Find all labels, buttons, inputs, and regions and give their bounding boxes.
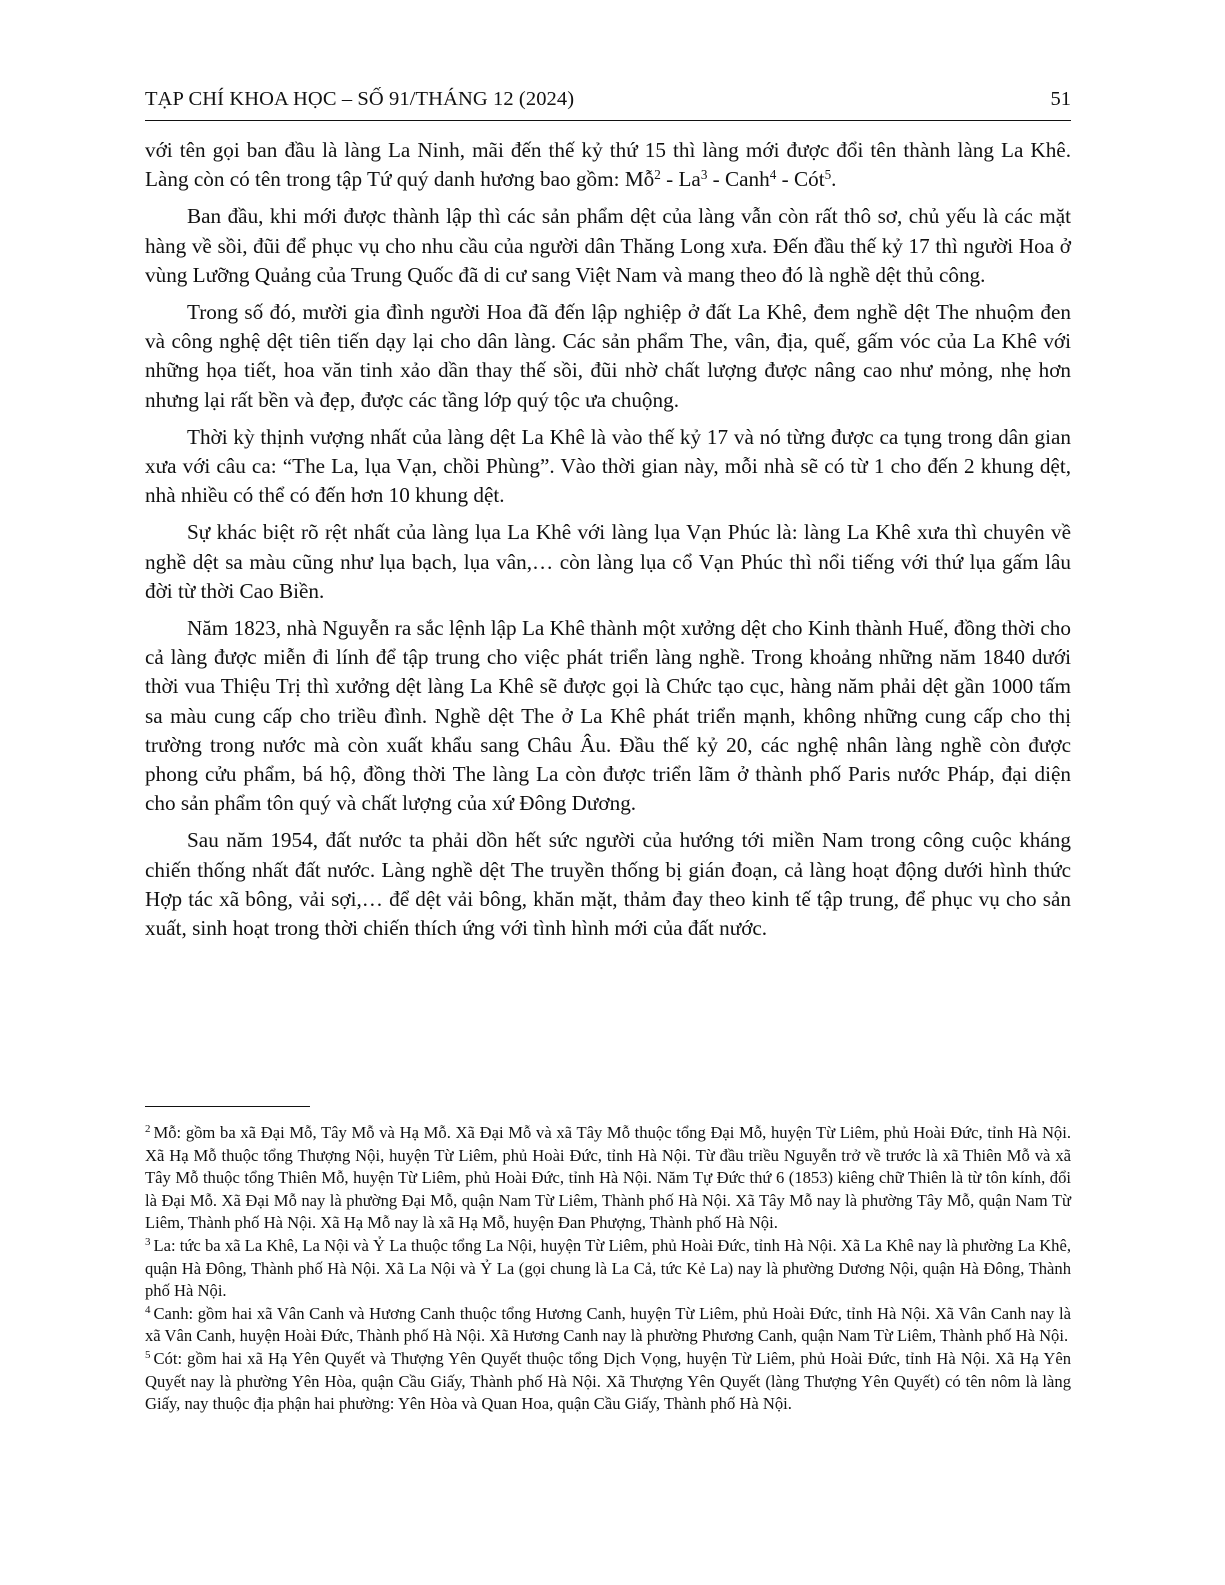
footnote-text: Canh: gồm hai xã Vân Canh và Hương Canh thuộc tổng Hương Canh, huyện Từ Liêm, phủ Hoài Đức, tỉnh Hà Nội. Xã Vân Canh nay là xã Vân Canh, huyện Hoài Đức, Thành phố Hà Nội. Xã Hương Canh nay là phường Phương Canh, quận Nam Từ Liêm, Thành phố Hà Nội. [145,1303,1071,1346]
footnote-ref-3[interactable]: 3 [700,166,708,182]
footnote-text: Cót: gồm hai xã Hạ Yên Quyết và Thượng Yên Quyết thuộc tổng Dịch Vọng, huyện Từ Liêm, phủ Hoài Đức, tỉnh Hà Nội. Xã Hạ Yên Quyết nay là phường Yên Hòa, quận Cầu Giấy, Thành phố Hà Nội. Xã Thượng Yên Quyết (làng Thượng Yên Quyết) có tên nôm là làng Giấy, nay thuộc địa phận hai phường: Yên Hòa và Quan Hoa, quận Cầu Giấy, Thành phố Hà Nội. [145,1348,1071,1414]
footnotes [145,1122,1071,1416]
paragraph-4: Thời kỳ thịnh vượng nhất của làng dệt La Khê là vào thế kỷ 17 và nó từng được ca tụng trong dân gian xưa với câu ca: “The La, lụa Vạn, chồi Phùng”. Vào thời gian này, mỗi nhà sẽ có từ 1 cho đến 2 khung dệt, nhà nhiều có thể có đến hơn 10 khung dệt. [145,424,1071,508]
footnote-ref-5[interactable]: 5 [824,166,832,182]
place-name-cot: - Cót [776,167,825,192]
place-name-canh: - Canh [707,167,770,192]
paragraph-5: Sự khác biệt rõ rệt nhất của làng lụa La Khê với làng lụa Vạn Phúc là: làng La Khê xưa thì chuyên về nghề dệt sa màu cũng như lụa bạch, lụa vân,… còn làng lụa cổ Vạn Phúc thì nổi tiếng với thứ lụa gấm lâu đời từ thời Cao Biền. [145,520,1071,603]
paragraph-1-end: . [831,167,837,192]
footnote-ref-4[interactable]: 4 [769,166,777,182]
place-name-la: - La [660,167,701,192]
paragraph-3: Trong số đó, mười gia đình người Hoa đã đến lập nghiệp ở đất La Khê, đem nghề dệt The nhuộm đen và công nghệ dệt tiên tiến dạy lại cho dân làng. Các sản phẩm The, vân, địa, quế, gấm vóc của La Khê với những họa tiết, hoa văn tinh xảo dần thay thế sồi, đũi nhờ chất lượng được nâng cao như mỏng, nhẹ hơn nhưng lại rất bền và đẹp, được các tầng lớp quý tộc ưa chuộng. [145,300,1071,412]
footnote-5 [145,1348,1071,1416]
footnote-mark: 3 [145,1235,151,1248]
footnote-ref-2[interactable]: 2 [654,166,661,182]
footnote-3 [145,1235,1071,1303]
paragraph-2: Ban đầu, khi mới được thành lập thì các sản phẩm dệt của làng vẫn còn rất thô sơ, chủ yếu là các mặt hàng về sồi, đũi để phục vụ cho nhu cầu của người dân Thăng Long xưa. Đến đầu thế kỷ 17 thì người Hoa ở vùng Lưỡng Quảng của Trung Quốc đã di cư sang Việt Nam và mang theo đó là nghề dệt thủ công. [145,204,1071,287]
body-text [145,136,1071,951]
footnote-mark: 2 [145,1122,151,1135]
running-header [145,86,1071,121]
footnote-text: La: tức ba xã La Khê, La Nội và Ỷ La thuộc tổng La Nội, huyện Từ Liêm, phủ Hoài Đức, tỉnh Hà Nội. Xã La Khê nay là phường La Khê, quận Hà Đông, Thành phố Hà Nội. Xã La Nội và Ỷ La (gọi chung là La Cả, tức Kẻ La) nay là phường Dương Nội, quận Hà Đông, Thành phố Hà Nội. [145,1235,1071,1301]
footnote-mark: 5 [145,1348,151,1361]
paragraph-7: Sau năm 1954, đất nước ta phải dồn hết sức người của hướng tới miền Nam trong công cuộc kháng chiến thống nhất đất nước. Làng nghề dệt The truyền thống bị gián đoạn, cả làng hoạt động dưới hình thức Hợp tác xã bông, vải sợi,… để dệt vải bông, khăn mặt, thảm đay theo kinh tế tập trung, để phục vụ cho sản xuất, sinh hoạt trong thời chiến thích ứng với tình hình mới của đất nước. [145,828,1071,941]
footnote-separator [145,1106,310,1107]
paragraph-1-text: với tên gọi ban đầu là làng La Ninh, mãi đến thế kỷ thứ 15 thì làng mới được đổi tên thành làng La Khê. Làng còn có tên trong tập Tứ quý danh hương bao gồm: [145,138,1071,192]
paragraph-6: Năm 1823, nhà Nguyễn ra sắc lệnh lập La Khê thành một xưởng dệt cho Kinh thành Huế, đồng thời cho cả làng được miễn đi lính để tập trung cho việc phát triển làng nghề. Trong khoảng những năm 1840 dưới thời vua Thiệu Trị thì xưởng dệt làng La Khê sẽ được gọi là Chức tạo cục, hàng năm phải dệt gần 1000 tấm sa màu cung cấp cho triều đình. Nghề dệt The ở La Khê phát triển mạnh, không những cung cấp cho thị trường trong nước mà còn xuất khẩu sang Châu Âu. Đầu thế kỷ 20, các nghệ nhân làng nghề còn được phong cửu phẩm, bá hộ, đồng thời The làng La còn được triển lãm ở thành phố Paris nước Pháp, đại diện cho sản phẩm tôn quý và chất lượng của xứ Đông Dương. [145,616,1071,816]
place-name-mo: Mỗ [624,167,655,192]
journal-title: TẠP CHÍ KHOA HỌC – SỐ 91/THÁNG 12 (2024) [145,88,575,110]
footnote-4 [145,1303,1071,1348]
footnote-text: Mỗ: gồm ba xã Đại Mỗ, Tây Mỗ và Hạ Mỗ. Xã Đại Mỗ và xã Tây Mỗ thuộc tổng Đại Mỗ, huyện Từ Liêm, phủ Hoài Đức, tỉnh Hà Nội. Xã Hạ Mỗ thuộc tổng Thượng Nội, huyện Từ Liêm, phủ Hoài Đức, tỉnh Hà Nội. Từ đầu triều Nguyễn trở về trước là xã Thiên Mỗ và xã Tây Mỗ thuộc tổng Thiên Mỗ, huyện Từ Liêm, phủ Hoài Đức, tỉnh Hà Nội. Năm Tự Đức thứ 6 (1853) kiêng chữ Thiên là từ tôn kính, đổi là Đại Mỗ. Xã Đại Mỗ nay là phường Đại Mỗ, quận Nam Từ Liêm, Thành phố Hà Nội. Xã Tây Mỗ nay là phường Tây Mỗ, quận Nam Từ Liêm, Thành phố Hà Nội. Xã Hạ Mỗ nay là xã Hạ Mỗ, huyện Đan Phượng, Thành phố Hà Nội. [145,1123,1071,1233]
footnote-mark: 4 [145,1303,151,1316]
footnote-2 [145,1122,1071,1235]
paragraph-1 [145,136,1071,194]
page-number: 51 [1050,88,1071,110]
